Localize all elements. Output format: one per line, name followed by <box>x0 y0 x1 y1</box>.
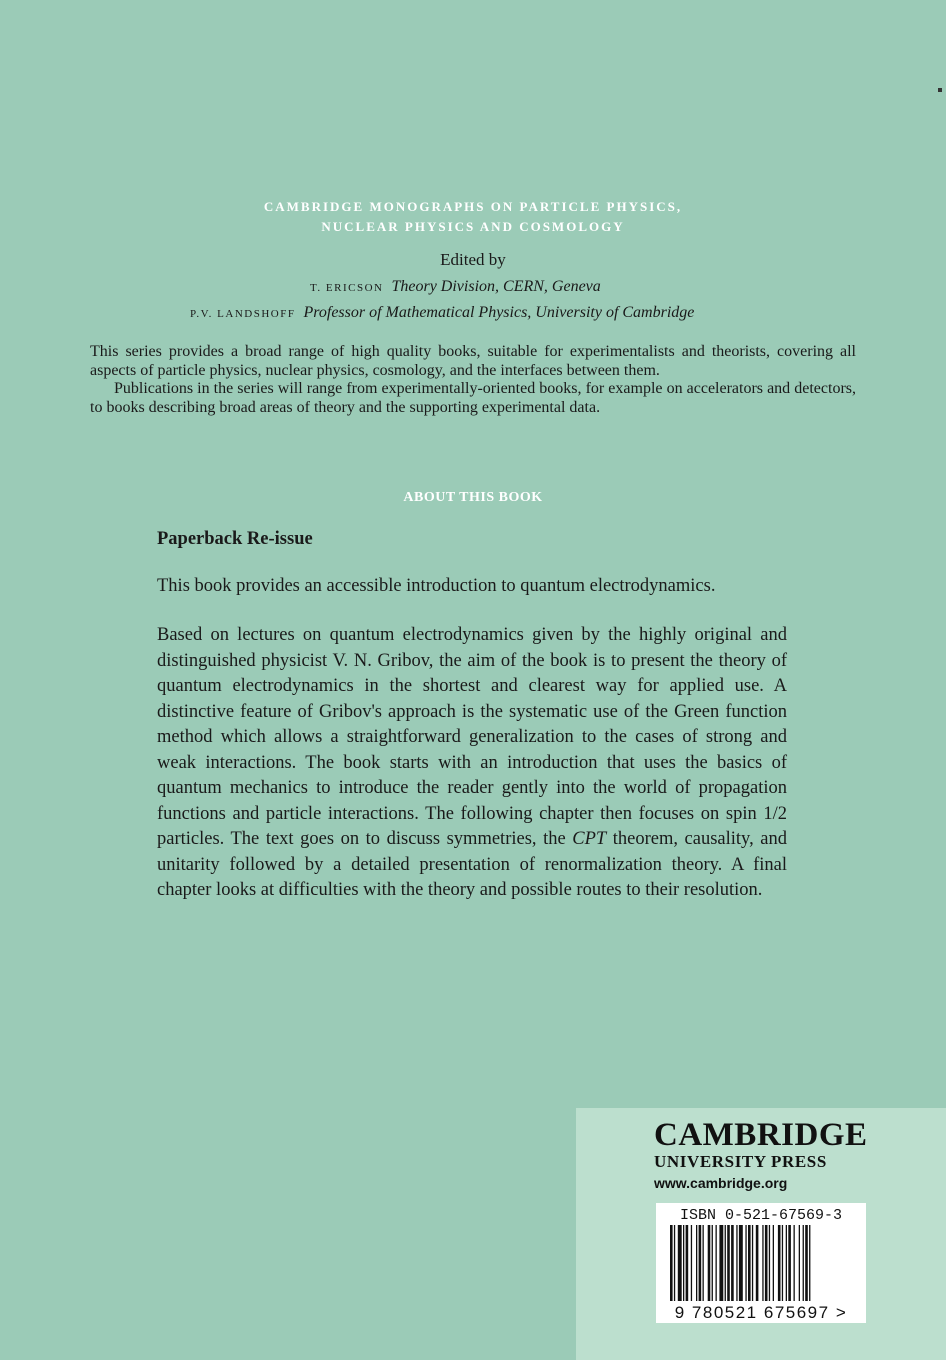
series-title-line1: CAMBRIDGE MONOGRAPHS ON PARTICLE PHYSICS, <box>263 199 683 214</box>
barcode-bar <box>691 1225 692 1301</box>
about-body-part2: theorem, causality, and unitarity followed by a detailed presentation of renormalization theory. A final chapter looks at difficulties with the theory and possible routes to their resolution. <box>157 829 787 900</box>
barcode-bar <box>739 1225 743 1301</box>
cpt-italic: CPT <box>572 829 607 849</box>
barcode-bar <box>794 1225 795 1301</box>
barcode-bar <box>756 1225 759 1301</box>
series-title <box>0 197 946 237</box>
about-heading: ABOUT THIS BOOK <box>403 490 543 505</box>
about-body <box>157 623 787 904</box>
editor-role: Professor of Mathematical Physics, University of Cambridge <box>303 304 695 321</box>
barcode-bar <box>788 1225 791 1301</box>
barcode-bar <box>670 1225 673 1301</box>
publisher-url: www.cambridge.org <box>654 1175 788 1191</box>
series-title-line2: NUCLEAR PHYSICS AND COSMOLOGY <box>321 219 625 234</box>
barcode-bar <box>683 1225 684 1301</box>
isbn-label: ISBN 0-521-67569-3 <box>679 1207 843 1224</box>
barcode-bar <box>805 1225 808 1301</box>
about-book <box>157 527 787 904</box>
barcode-bar <box>736 1225 737 1301</box>
barcode-bar <box>752 1225 753 1301</box>
barcode-bar <box>765 1225 768 1301</box>
series-description <box>90 343 856 417</box>
barcode-bar <box>778 1225 781 1301</box>
ean-number: 9 780521 675697 > <box>674 1303 848 1322</box>
barcode-bar <box>686 1225 689 1301</box>
series-description-p2: Publications in the series will range from experimentally-oriented books, for example on accelerators and detectors, to books describing broad areas of theory and the supporting experimental data. <box>90 380 856 416</box>
barcode-bar <box>769 1225 770 1301</box>
publisher-logo: CAMBRIDGE <box>654 1117 868 1153</box>
barcode-bar <box>786 1225 787 1301</box>
barcode-bar <box>678 1225 682 1301</box>
barcode-bar <box>716 1225 717 1301</box>
barcode-bar <box>762 1225 763 1301</box>
barcode-bar <box>696 1225 697 1301</box>
barcode-bar <box>727 1225 730 1301</box>
barcode-bars <box>656 1225 866 1303</box>
corner-mark <box>938 88 942 92</box>
editor-landshoff <box>190 304 694 322</box>
barcode-bar <box>782 1225 783 1301</box>
barcode-bar <box>748 1225 751 1301</box>
publisher-subname: UNIVERSITY PRESS <box>654 1152 827 1171</box>
editor-name: P.V. LANDSHOFF <box>190 308 296 320</box>
barcode-bar <box>712 1225 713 1301</box>
editor-role: Theory Division, CERN, Geneva <box>391 278 601 295</box>
about-body-part1: Based on lectures on quantum electrodynamics given by the highly original and distinguished physicist V. N. Gribov, the aim of the book is to present the theory of quantum electrodynamics in the shortest and clearest way for applied use. A distinctive feature of Gribov's approach is the systematic use of the Green function method which allows a straightforward generalization to the cases of strong and weak interactions. The book starts with an introduction that uses the basics of quantum mechanics to introduce the reader gently into the world of propagation functions and particle interactions. The following chapter then focuses on spin 1/2 particles. The text goes on to discuss symmetries, the <box>157 625 787 849</box>
barcode-bar <box>674 1225 675 1301</box>
barcode-bar <box>803 1225 804 1301</box>
barcode-bar <box>773 1225 774 1301</box>
barcode-bar <box>708 1225 711 1301</box>
barcode-bar <box>699 1225 702 1301</box>
edited-by: Edited by <box>440 250 506 269</box>
barcode-bar <box>745 1225 746 1301</box>
editor-name: T. ERICSON <box>310 282 384 294</box>
barcode-bar <box>799 1225 800 1301</box>
barcode-bar <box>725 1225 726 1301</box>
barcode-bar <box>703 1225 704 1301</box>
barcode-bar <box>731 1225 734 1301</box>
about-intro: This book provides an accessible introduction to quantum electrodynamics. <box>157 575 716 596</box>
barcode <box>656 1203 866 1323</box>
barcode-bar <box>719 1225 723 1301</box>
editor-ericson <box>310 278 601 296</box>
series-description-p1: This series provides a broad range of high quality books, suitable for experimentalists and theorists, covering all aspects of particle physics, nuclear physics, cosmology, and the interfaces between them. <box>90 343 856 379</box>
barcode-bar <box>809 1225 810 1301</box>
reissue-label: Paperback Re-issue <box>157 529 313 549</box>
